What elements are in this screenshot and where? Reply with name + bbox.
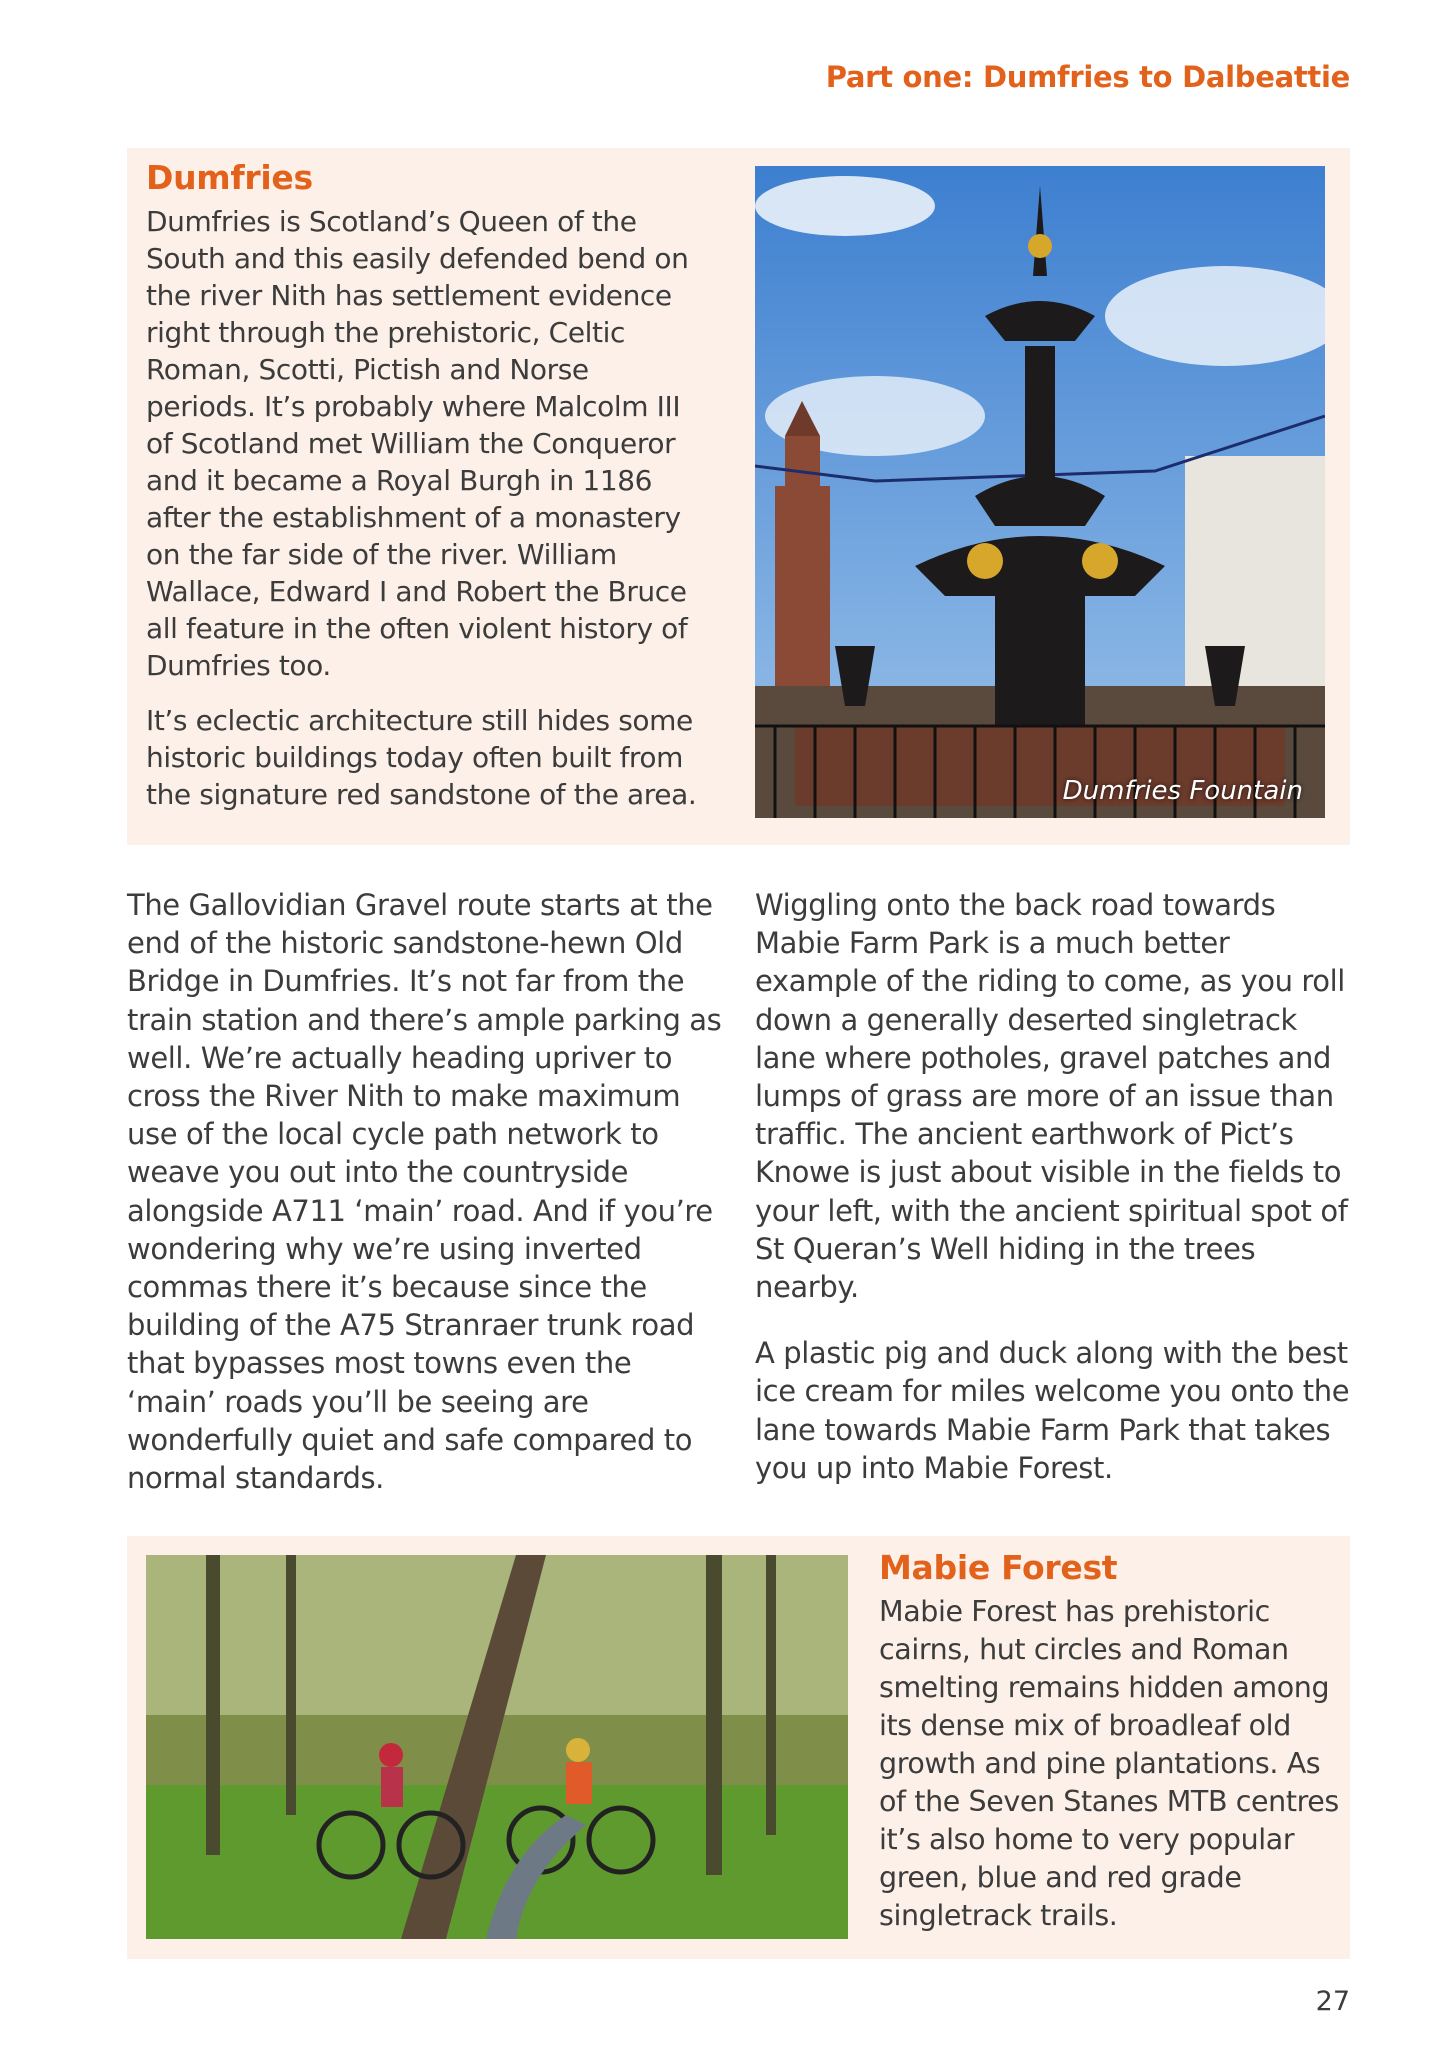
mabie-forest-paragraph: Mabie Forest has prehistoric cairns, hut circles and Roman smelting remains hidden among its dense mix of broadleaf old growth and pine plantations. As of the Seven Stanes MTB centres it’s also home to very popular green, blue and red grade singletrack trails. [879, 1595, 1339, 1932]
mabie-forest-photo [146, 1555, 848, 1939]
dumfries-title: Dumfries [146, 158, 313, 197]
forest-cyclists-illustration [146, 1555, 848, 1939]
dumfries-info-box [127, 148, 1350, 845]
dumfries-fountain-photo [755, 166, 1325, 818]
body-left-paragraph: The Gallovidian Gravel route starts at the end of the historic sandstone-hewn Old Bridge in Dumfries. It’s not far from the train station and there’s ample parking as well. We’re actually heading upriver to cross the River Nith to make maximum use of the local cycle path network to weave you out into the countryside alongside A711 ‘main’ road. And if you’re wondering why we’re using inverted commas there it’s because since the building of the A75 Stranraer trunk road that bypasses most towns even the ‘main’ roads you’ll be seeing are wonderfully quiet and safe compared to normal standards. [127, 888, 722, 1496]
dumfries-paragraph-2: It’s eclectic architecture still hides some historic buildings today often built from the signature red sandstone of the area. [146, 704, 697, 811]
body-right-column [755, 886, 1355, 1487]
dumfries-paragraph-1: Dumfries is Scotland’s Queen of the South and this easily defended bend on the river Nith has settlement evidence right through the prehistoric, Celtic Roman, Scotti, Pictish and Norse periods. It’s probably where Malcolm III of Scotland met William the Conqueror and it became a Royal Burgh in 1186 after the establishment of a monastery on the far side of the river. William Wallace, Edward I and Robert the Bruce all feature in the often violent history of Dumfries too. [146, 205, 689, 682]
mabie-forest-info-box [127, 1536, 1350, 1959]
body-right-paragraph-1: Wiggling onto the back road towards Mabie Farm Park is a much better example of the riding to come, as you roll down a generally deserted singletrack lane where potholes, gravel patches and lumps of grass are more of an issue than traffic. The ancient earthwork of Pict’s Knowe is just about visible in the fields to your left, with the ancient spiritual spot of St Queran’s Well hiding in the trees nearby. [755, 888, 1348, 1305]
section-header: Part one: Dumfries to Dalbeattie [825, 60, 1350, 94]
fountain-illustration [755, 166, 1325, 818]
photo-caption: Dumfries Fountain [1062, 776, 1303, 806]
mabie-forest-title: Mabie Forest [879, 1548, 1118, 1587]
mabie-text-column [879, 1548, 1339, 1935]
page-number: 27 [1315, 1986, 1350, 2017]
body-right-paragraph-2: A plastic pig and duck along with the best ice cream for miles welcome you onto the lane towards Mabie Farm Park that takes you up into Mabie Forest. [755, 1336, 1350, 1485]
dumfries-text-column [146, 158, 706, 813]
